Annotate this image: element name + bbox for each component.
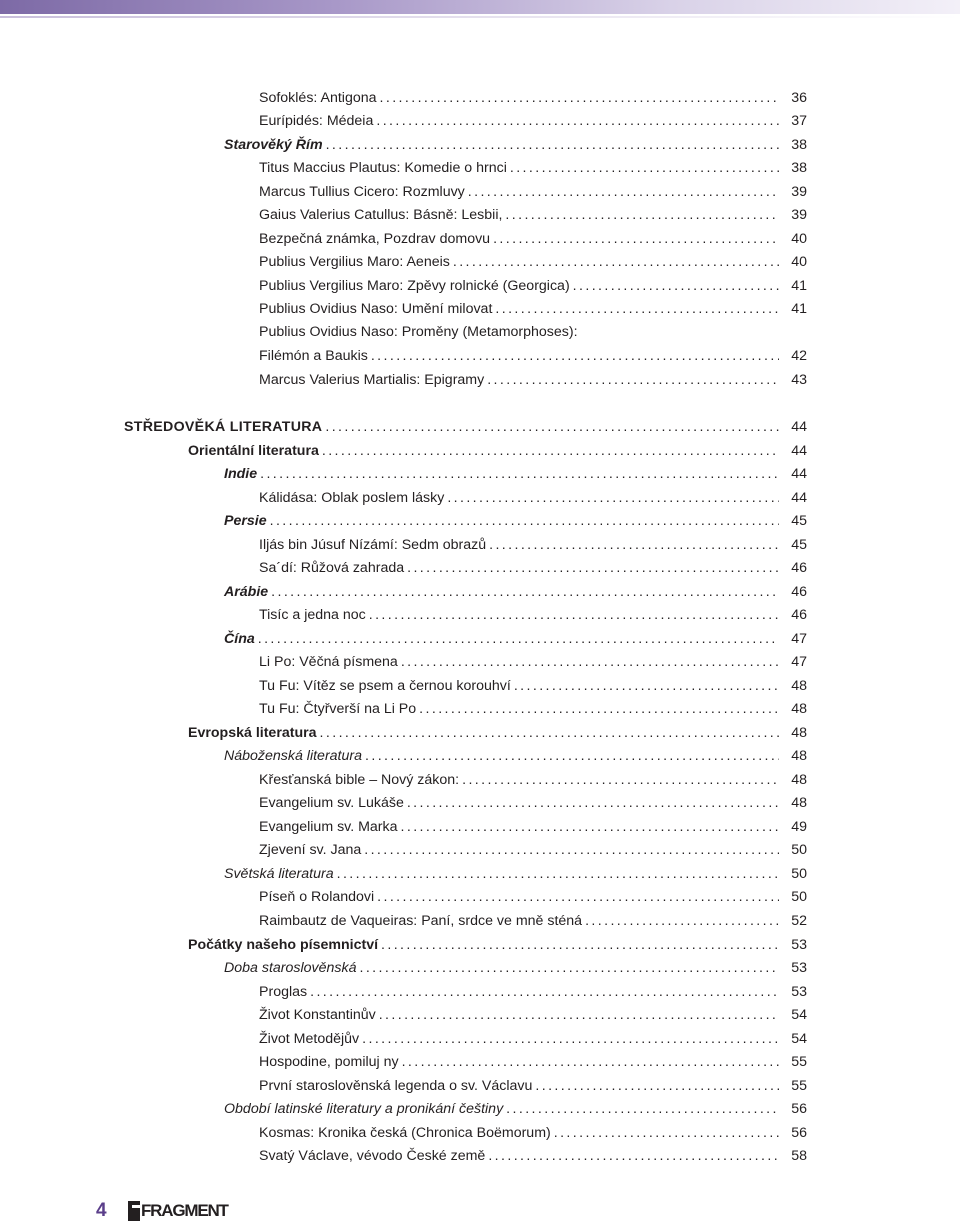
toc-entry-page: 46 [791,560,807,576]
toc-entry-title: Filémón a Baukis [259,348,368,364]
dot-leader [325,417,779,437]
toc-entry-title: Proglas [259,984,308,1000]
toc-entry-title: První staroslověnská legenda o sv. Václavu [259,1078,533,1094]
toc-entry-title: Publius Ovidius Naso: Umění milovat [259,301,493,317]
toc-entry-page: 48 [791,772,807,788]
toc-entry[interactable] [259,982,807,1002]
toc-entry[interactable] [259,770,807,790]
toc-entry[interactable] [259,370,807,390]
toc-entry-page: 56 [791,1101,807,1117]
toc-entry-page: 46 [791,607,807,623]
toc-entry-page: 58 [791,1148,807,1164]
toc-entry-page: 52 [791,913,807,929]
toc-entry-page: 44 [791,443,807,459]
toc-entry-page: 38 [791,137,807,153]
dot-leader [271,582,779,602]
toc-entry-title: Titus Maccius Plautus: Komedie o hrnci [259,160,507,176]
dot-leader [488,1146,779,1166]
toc-entry[interactable] [124,417,807,437]
toc-entry-title: Indie [224,466,258,482]
dot-leader [402,1052,779,1072]
toc-entry[interactable] [259,182,807,202]
toc-entry[interactable] [259,158,807,178]
toc-entry[interactable] [224,582,807,602]
toc-entry-title: Píseň o Rolandovi [259,889,375,905]
page-number: 4 [96,1200,107,1221]
toc-entry-page: 54 [791,1007,807,1023]
toc-entry[interactable] [259,887,807,907]
toc-entry-page: 45 [791,513,807,529]
toc-entry-title: Marcus Valerius Martialis: Epigramy [259,372,485,388]
toc-entry[interactable] [259,605,807,625]
toc-entry[interactable] [259,652,807,672]
toc-entry-title: Evangelium sv. Lukáše [259,795,404,811]
dot-leader [362,1029,779,1049]
toc-entry-title: Počátky našeho písemnictví [188,937,379,953]
toc-entry-page: 41 [791,278,807,294]
toc-entry-page: 48 [791,748,807,764]
toc-entry-page: 45 [791,537,807,553]
toc-entry-title: Tisíc a jedna noc [259,607,366,623]
dot-leader [468,182,779,202]
toc-entry-page: 56 [791,1125,807,1141]
toc-entry[interactable] [259,699,807,719]
toc-entry-page: 41 [791,301,807,317]
dot-leader [322,441,779,461]
toc-entry-page: 40 [791,254,807,270]
toc-entry[interactable] [259,840,807,860]
dot-leader [270,511,779,531]
toc-entry-title: Kálidása: Oblak poslem lásky [259,490,445,506]
toc-entry[interactable] [259,1029,807,1049]
toc-entry-page: 48 [791,701,807,717]
dot-leader [462,770,779,790]
dot-leader [573,276,779,296]
dot-leader [554,1123,779,1143]
toc-entry-title: Li Po: Věčná písmena [259,654,398,670]
toc-entry-title: Život Konstantinův [259,1007,376,1023]
toc-entry[interactable] [259,252,807,272]
dot-leader [407,558,779,578]
toc-entry-page: 47 [791,631,807,647]
toc-entry-title: Sofoklés: Antigona [259,90,377,106]
toc-entry-page: 47 [791,654,807,670]
top-accent-line [0,16,960,18]
toc-entry[interactable] [259,88,807,108]
toc-entry-title: Kosmas: Kronika česká (Chronica Boëmorum) [259,1125,551,1141]
toc-entry[interactable] [224,746,807,766]
toc-entry[interactable] [188,723,807,743]
dot-leader [489,535,779,555]
toc-entry-page: 48 [791,725,807,741]
dot-leader [447,488,779,508]
toc-entry[interactable] [259,488,807,508]
dot-leader [379,1005,779,1025]
toc-entry[interactable] [259,205,807,225]
toc-entry[interactable] [188,441,807,461]
toc-entry[interactable] [224,629,807,649]
publisher-logo [128,1199,228,1223]
dot-leader [360,958,780,978]
dot-leader [419,699,779,719]
toc-entry[interactable] [259,276,807,296]
toc-entry-title: Raimbautz de Vaqueiras: Paní, srdce ve mně sténá [259,913,583,929]
toc-entry-title: Sa´dí: Růžová zahrada [259,560,405,576]
toc-entry-page: 49 [791,819,807,835]
toc-entry-page: 42 [791,348,807,364]
dot-leader [506,1099,779,1119]
toc-entry-page: 39 [791,207,807,223]
toc-entry-page: 38 [791,160,807,176]
toc-entry[interactable] [259,229,807,249]
toc-entry[interactable] [259,793,807,813]
toc-entry-page: 36 [791,90,807,106]
toc-entry-title: STŘEDOVĚKÁ LITERATURA [124,419,323,435]
toc-entry-title: Starověký Řím [224,137,323,153]
toc-entry-page: 55 [791,1054,807,1070]
toc-continuation-line: Publius Ovidius Naso: Proměny (Metamorphoses): [259,324,578,340]
toc-entry-title: Náboženská literatura [224,748,363,764]
dot-leader [505,205,779,225]
toc-entry[interactable] [188,935,807,955]
toc-entry-page: 46 [791,584,807,600]
toc-entry[interactable] [224,464,807,484]
dot-leader [381,935,779,955]
toc-entry-page: 50 [791,866,807,882]
toc-entry-title: Publius Vergilius Maro: Zpěvy rolnické (Georgica) [259,278,570,294]
toc-entry-title: Život Metodějův [259,1031,360,1047]
toc-entry[interactable] [224,511,807,531]
toc-entry-title: Tu Fu: Vítěz se psem a černou korouhví [259,678,511,694]
toc-entry-title: Období latinské literatury a pronikání češtiny [224,1101,504,1117]
dot-leader [493,229,779,249]
dot-leader [337,864,779,884]
dot-leader [514,676,779,696]
toc-entry-page: 50 [791,889,807,905]
toc-entry[interactable] [259,1052,807,1072]
dot-leader [495,299,779,319]
dot-leader [380,88,779,108]
toc-entry-page: 55 [791,1078,807,1094]
toc-entry[interactable] [259,299,807,319]
toc-entry[interactable] [259,535,807,555]
toc-entry-page: 44 [791,466,807,482]
dot-leader [365,746,779,766]
toc-entry-title: Orientální literatura [188,443,319,459]
toc-entry[interactable] [224,864,807,884]
toc-entry-title: Iljás bin Júsuf Nízámí: Sedm obrazů [259,537,487,553]
dot-leader [453,252,779,272]
dot-leader [371,346,779,366]
toc-entry[interactable] [259,1146,807,1166]
dot-leader [258,629,779,649]
toc-entry[interactable] [224,135,807,155]
toc-entry-title: Arábie [224,584,269,600]
dot-leader [407,793,779,813]
dot-leader [585,911,779,931]
toc-entry[interactable] [259,1123,807,1143]
toc-entry[interactable] [259,111,807,131]
toc-entry-title: Doba staroslověnská [224,960,357,976]
toc-entry-title: Svatý Václave, vévodo České země [259,1148,486,1164]
dot-leader [535,1076,779,1096]
toc-entry-page: 44 [791,419,807,435]
toc-entry-title: Publius Vergilius Maro: Aeneis [259,254,450,270]
toc-entry-page: 39 [791,184,807,200]
toc-entry-title: Gaius Valerius Catullus: Básně: Lesbii, [259,207,503,223]
top-accent-bar [0,0,960,14]
toc-entry-title: Marcus Tullius Cicero: Rozmluvy [259,184,465,200]
toc-entry-title: Hospodine, pomiluj ny [259,1054,399,1070]
toc-entry-page: 37 [791,113,807,129]
toc-entry-title: Světská literatura [224,866,334,882]
dot-leader [364,840,779,860]
logo-mark-icon [128,1201,140,1221]
toc-entry[interactable] [259,558,807,578]
toc-entry-title: Bezpečná známka, Pozdrav domovu [259,231,491,247]
toc-entry-title: Evropská literatura [188,725,317,741]
dot-leader [401,817,779,837]
toc-entry-page: 53 [791,984,807,1000]
dot-leader [310,982,779,1002]
dot-leader [487,370,779,390]
toc-entry-title: Eurípidés: Médeia [259,113,374,129]
toc-entry[interactable] [259,1076,807,1096]
dot-leader [401,652,779,672]
toc-entry[interactable] [259,911,807,931]
dot-leader [260,464,779,484]
toc-entry-page: 54 [791,1031,807,1047]
dot-leader [377,887,779,907]
toc-entry[interactable] [259,676,807,696]
toc-entry-page: 40 [791,231,807,247]
dot-leader [510,158,779,178]
toc-entry-title: Zjevení sv. Jana [259,842,362,858]
toc-entry-page: 44 [791,490,807,506]
toc-entry-page: 50 [791,842,807,858]
toc-entry-title: Křesťanská bible – Nový zákon: [259,772,460,788]
toc-entry-title: Persie [224,513,267,529]
toc-entry[interactable] [259,817,807,837]
dot-leader [376,111,779,131]
toc-entry-title: Evangelium sv. Marka [259,819,398,835]
toc-entry-page: 48 [791,678,807,694]
logo-text: FRAGMENT [141,1201,228,1220]
toc-entry[interactable] [259,346,807,366]
toc-entry-page: 43 [791,372,807,388]
dot-leader [320,723,779,743]
toc-entry-page: 53 [791,937,807,953]
toc-entry[interactable] [259,1005,807,1025]
toc-entry-page: 48 [791,795,807,811]
dot-leader [326,135,779,155]
toc-entry-page: 53 [791,960,807,976]
toc-entry[interactable] [224,958,807,978]
toc-entry[interactable] [224,1099,807,1119]
toc-entry-title: Tu Fu: Čtyřverší na Li Po [259,701,417,717]
dot-leader [369,605,779,625]
toc-entry-title: Čína [224,631,255,647]
